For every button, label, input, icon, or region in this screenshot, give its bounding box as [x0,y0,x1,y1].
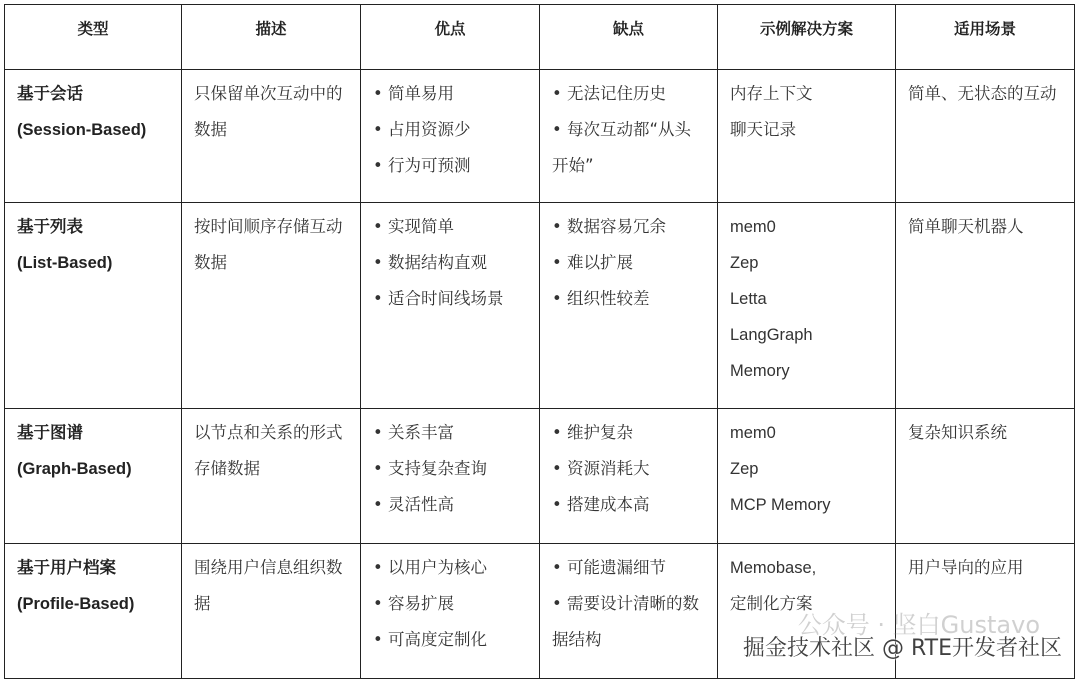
watermark-faint: 公众号 · 坚白Gustavo [797,611,1040,639]
description-text: 按时间顺序存储互动数据 [194,217,343,272]
description-text: 围绕用户信息组织数据 [194,558,343,613]
pro-item: • 行为可预测 [373,156,471,175]
scenario-cell [896,203,1075,409]
pro-item: • 适合时间线场景 [373,289,504,308]
scenario-text: 复杂知识系统 [908,423,1007,442]
example-item: Zep [730,254,759,272]
type-name: 基于用户档案 [17,558,116,577]
pro-item: • 容易扩展 [373,594,454,613]
pros-cell [361,70,540,203]
scenario-text: 简单、无状态的互动 [908,84,1057,103]
header-type: 类型 [5,5,182,70]
example-item: 内存上下文 [730,84,813,103]
pro-item: • 支持复杂查询 [373,459,487,478]
pros-cell [361,203,540,409]
description-text: 以节点和关系的形式存储数据 [194,423,343,478]
cons-cell [540,409,718,544]
examples-cell [718,70,896,203]
description-text: 只保留单次互动中的数据 [194,84,343,139]
description-cell [182,203,361,409]
pro-item: • 以用户为核心 [373,558,487,577]
watermark: 掘金技术社区 @ RTE开发者社区 [742,636,1062,661]
con-item: • 搭建成本高 [552,495,650,514]
memory-types-table [4,4,1075,679]
cons-cell [540,203,718,409]
example-item: MCP Memory [730,496,831,514]
con-item: • 数据容易冗余 [552,217,666,236]
example-item: Memobase, [730,559,817,577]
header-scenario: 适用场景 [896,5,1075,70]
pro-item: • 灵活性高 [373,495,454,514]
pros-cell [361,544,540,679]
type-english: (Session-Based) [17,121,147,139]
pro-item: • 数据结构直观 [373,253,487,272]
table-row [5,203,1075,409]
type-cell [5,203,182,409]
pro-item: • 可高度定制化 [373,630,487,649]
con-item: • 资源消耗大 [552,459,650,478]
type-name: 基于列表 [17,217,83,236]
type-english: (List-Based) [17,254,113,272]
con-item: • 组织性较差 [552,289,650,308]
con-item: • 可能遗漏细节 [552,558,666,577]
type-cell [5,409,182,544]
examples-cell [718,203,896,409]
type-english: (Graph-Based) [17,460,132,478]
example-item: LangGraph [730,326,813,344]
scenario-text: 用户导向的应用 [908,558,1024,577]
con-item: • 维护复杂 [552,423,633,442]
examples-cell [718,409,896,544]
example-item: Zep [730,460,759,478]
example-item: mem0 [730,424,776,442]
scenario-cell [896,409,1075,544]
example-item: Memory [730,362,790,380]
cons-cell [540,70,718,203]
cons-cell [540,544,718,679]
header-pros: 优点 [361,5,540,70]
scenario-text: 简单聊天机器人 [908,217,1024,236]
example-item: 定制化方案 [730,594,813,613]
table-row [5,70,1075,203]
header-examples: 示例解决方案 [718,5,896,70]
header-description: 描述 [182,5,361,70]
description-cell [182,409,361,544]
type-cell [5,544,182,679]
pro-item: • 简单易用 [373,84,454,103]
type-english: (Profile-Based) [17,595,135,613]
con-item: • 无法记住历史 [552,84,666,103]
type-name: 基于图谱 [17,423,83,442]
type-cell [5,70,182,203]
header-cons: 缺点 [540,5,718,70]
table-header-row [5,5,1075,70]
con-item: • 难以扩展 [552,253,633,272]
example-item: Letta [730,290,767,308]
description-cell [182,70,361,203]
type-name: 基于会话 [17,84,83,103]
pro-item: • 实现简单 [373,217,454,236]
con-item: • 每次互动都“从头开始” [552,120,692,175]
example-item: 聊天记录 [730,120,796,139]
pro-item: • 关系丰富 [373,423,454,442]
example-item: mem0 [730,218,776,236]
scenario-cell [896,70,1075,203]
con-item: • 需要设计清晰的数据结构 [552,594,699,649]
pros-cell [361,409,540,544]
description-cell [182,544,361,679]
table-row [5,409,1075,544]
pro-item: • 占用资源少 [373,120,471,139]
